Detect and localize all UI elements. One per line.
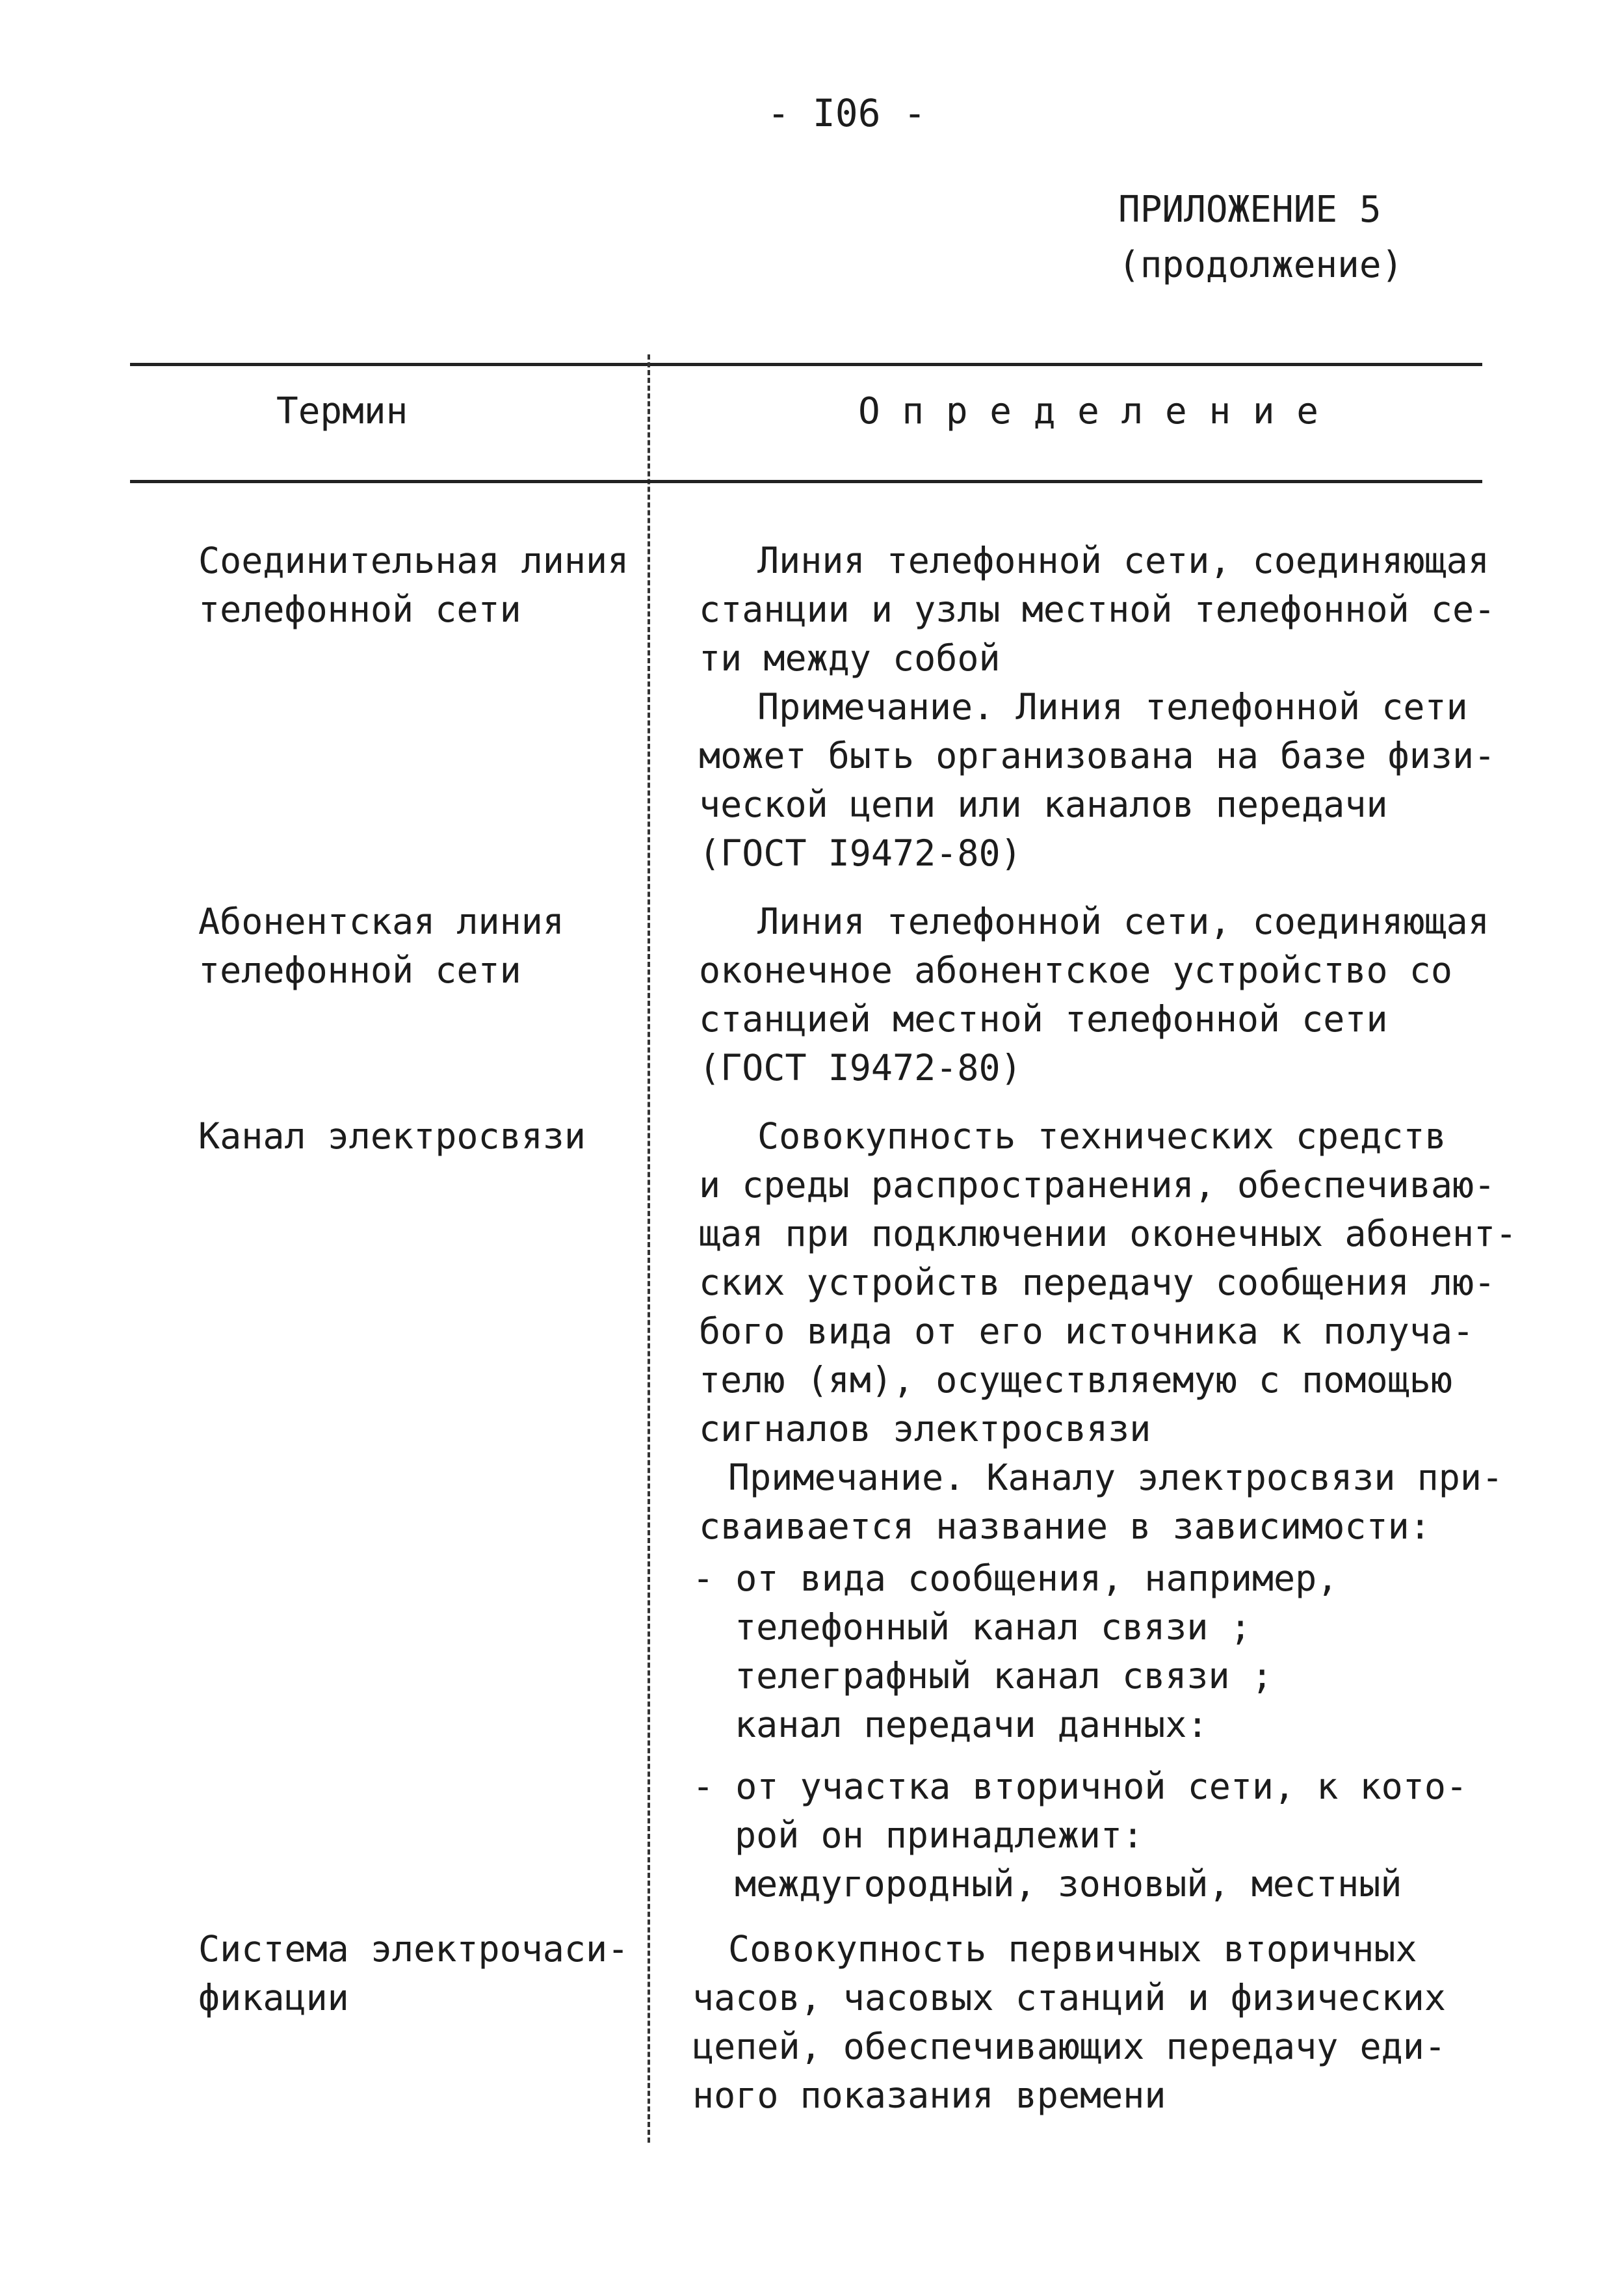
table-header-rule bbox=[130, 480, 1482, 483]
row-definition-line: (ГОСТ I9472-80) bbox=[699, 832, 1022, 874]
row-definition-line: Линия телефонной сети, соединяющая bbox=[757, 901, 1489, 942]
row-definition-line: (ГОСТ I9472-80) bbox=[699, 1047, 1022, 1089]
row-definition-line: телефонный канал связи ; bbox=[735, 1606, 1251, 1648]
row-definition-line: цепей, обеспечивающих передачу еди- bbox=[692, 2026, 1446, 2067]
row-term-line: Система электрочаси- bbox=[198, 1928, 629, 1970]
row-definition-line: ческой цепи или каналов передачи bbox=[699, 784, 1388, 825]
row-definition-line: Совокупность технических средств bbox=[757, 1115, 1447, 1157]
row-definition-line: станции и узлы местной телефонной се- bbox=[699, 589, 1496, 630]
row-definition-line: Совокупность первичных вторичных bbox=[728, 1928, 1417, 1970]
row-definition-line: - от участка вторичной сети, к кото- bbox=[692, 1766, 1468, 1807]
row-definition-line: рой он принадлежит: bbox=[735, 1814, 1144, 1856]
row-definition-line: станцией местной телефонной сети bbox=[699, 998, 1388, 1040]
header-definition: О п р е д е л е н и е bbox=[858, 390, 1319, 432]
row-definition-line: ти между собой bbox=[699, 637, 1001, 679]
row-definition-line: междугородный, зоновый, местный bbox=[735, 1863, 1402, 1905]
row-definition-line: ских устройств передачу сообщения лю- bbox=[699, 1262, 1496, 1303]
appendix-subtitle: (продолжение) bbox=[1118, 244, 1404, 286]
row-term-line: Абонентская линия bbox=[198, 901, 564, 942]
page-number: - I06 - bbox=[767, 91, 926, 135]
row-definition-line: Примечание. Линия телефонной сети bbox=[757, 686, 1468, 728]
column-divider bbox=[648, 354, 650, 2143]
row-term-line: телефонной сети bbox=[198, 589, 521, 630]
row-definition-line: часов, часовых станций и физических bbox=[692, 1977, 1446, 2018]
row-definition-line: сигналов электросвязи bbox=[699, 1408, 1151, 1449]
row-definition-line: бого вида от его источника к получа- bbox=[699, 1310, 1474, 1352]
row-definition-line: телеграфный канал связи ; bbox=[735, 1655, 1273, 1697]
table-top-rule bbox=[130, 363, 1482, 366]
header-term: Термин bbox=[276, 390, 408, 432]
row-definition-line: канал передачи данных: bbox=[735, 1704, 1209, 1745]
row-definition-line: ного показания времени bbox=[692, 2074, 1166, 2116]
row-definition-line: сваивается название в зависимости: bbox=[699, 1505, 1431, 1547]
row-definition-line: и среды распространения, обеспечиваю- bbox=[699, 1164, 1496, 1206]
row-definition-line: щая при подключении оконечных абонент- bbox=[699, 1213, 1517, 1254]
row-definition-line: - от вида сообщения, например, bbox=[692, 1557, 1339, 1599]
appendix-title: ПРИЛОЖЕНИЕ 5 bbox=[1118, 189, 1382, 231]
row-definition-line: Примечание. Каналу электросвязи при- bbox=[728, 1457, 1504, 1498]
row-term-line: Канал электросвязи bbox=[198, 1115, 586, 1157]
row-definition-line: может быть организована на базе физи- bbox=[699, 735, 1496, 776]
row-definition-line: Линия телефонной сети, соединяющая bbox=[757, 540, 1489, 581]
row-definition-line: оконечное абонентское устройство со bbox=[699, 949, 1452, 991]
row-term-line: фикации bbox=[198, 1977, 349, 2018]
row-term-line: телефонной сети bbox=[198, 949, 521, 991]
row-term-line: Соединительная линия bbox=[198, 540, 629, 581]
row-definition-line: телю (ям), осуществляемую с помощью bbox=[699, 1359, 1452, 1401]
